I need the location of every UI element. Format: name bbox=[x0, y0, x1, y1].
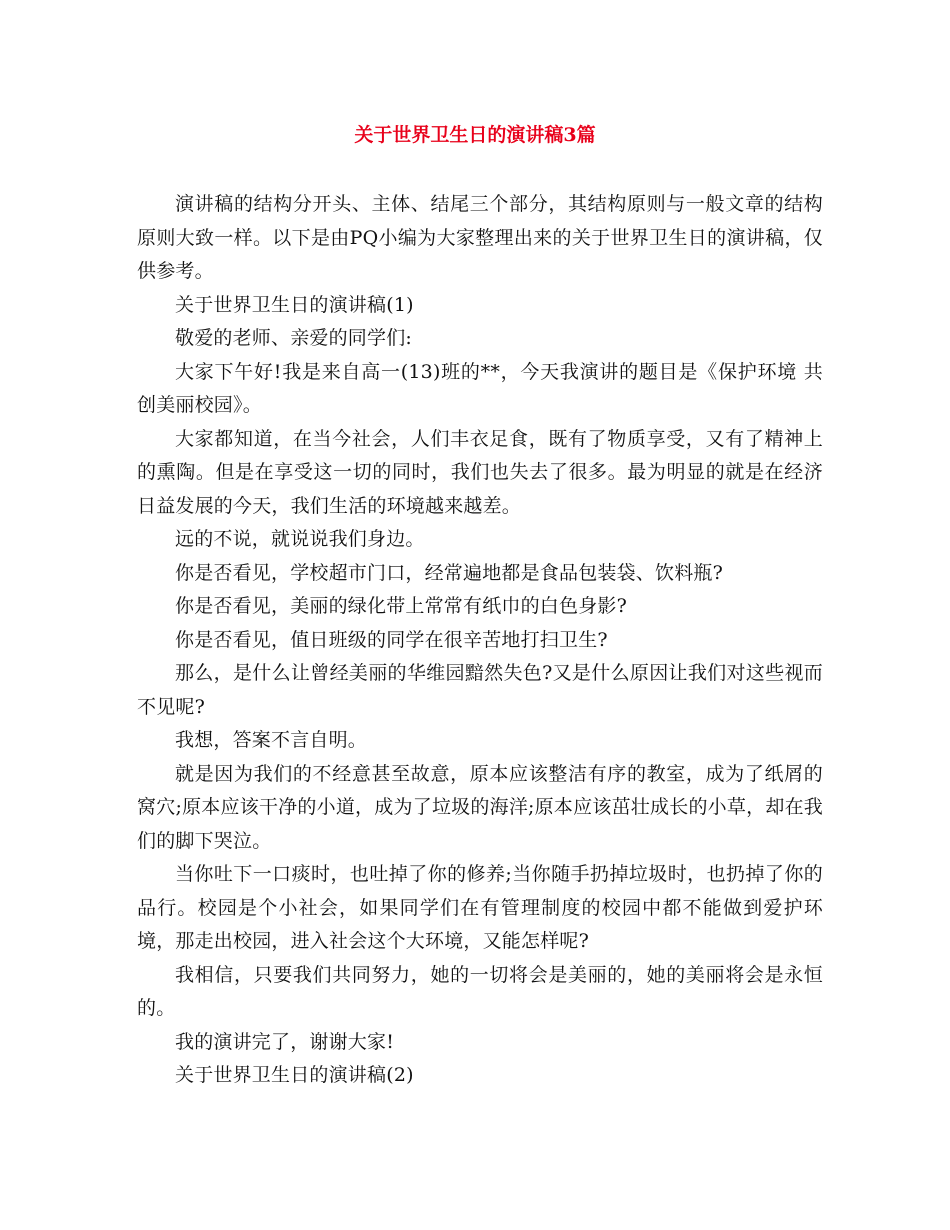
salutation: 敬爱的老师、亲爱的同学们: bbox=[175, 327, 413, 349]
paragraph: 就是因为我们的不经意甚至故意，原本应该整洁有序的教室，成为了纸屑的窝穴;原本应该干净的小道，成为了垃圾的海洋;原本应该茁壮成长的小草，却在我们的脚下哭泣。 bbox=[137, 762, 823, 852]
document-body bbox=[137, 188, 823, 1093]
paragraph: 你是否看见，值日班级的同学在很辛苦地打扫卫生? bbox=[175, 628, 608, 651]
paragraph: 我想，答案不言自明。 bbox=[175, 729, 368, 751]
intro-paragraph: 演讲稿的结构分开头、主体、结尾三个部分，其结构原则与一般文章的结构原则大致一样。以下是由PQ小编为大家整理出来的关于世界卫生日的演讲稿，仅供参考。 bbox=[137, 193, 823, 282]
paragraph: 当你吐下一口痰时，也吐掉了你的修养;当你随手扔掉垃圾时，也扔掉了你的品行。校园是个小社会，如果同学们在有管理制度的校园中都不能做到爱护环境，那走出校园，进入社会这个大环境，又能怎样呢? bbox=[137, 863, 823, 952]
paragraph: 我相信，只要我们共同努力，她的一切将会是美丽的，她的美丽将会是永恒的。 bbox=[137, 963, 823, 1019]
section-heading-1: 关于世界卫生日的演讲稿(1) bbox=[175, 293, 414, 316]
document-title: 关于世界卫生日的演讲稿3篇 bbox=[354, 124, 596, 146]
section-heading-2: 关于世界卫生日的演讲稿(2) bbox=[175, 1064, 414, 1086]
paragraph: 那么，是什么让曾经美丽的华维园黯然失色?又是什么原因让我们对这些视而不见呢? bbox=[137, 662, 823, 718]
paragraph: 你是否看见，美丽的绿化带上常常有纸巾的白色身影? bbox=[175, 595, 627, 617]
paragraph: 你是否看见，学校超市门口，经常遍地都是食品包装袋、饮料瓶? bbox=[175, 561, 723, 584]
paragraph: 大家下午好!我是来自高一(13)班的**，今天我演讲的题目是《保护环境 共创美丽校园》。 bbox=[137, 360, 823, 416]
closing-line: 我的演讲完了，谢谢大家! bbox=[175, 1030, 395, 1053]
paragraph: 远的不说，就说说我们身边。 bbox=[175, 528, 425, 550]
paragraph: 大家都知道，在当今社会，人们丰衣足食，既有了物质享受，又有了精神上的熏陶。但是在享受这一切的同时，我们也失去了很多。最为明显的就是在经济日益发展的今天，我们生活的环境越来越差。 bbox=[137, 427, 823, 517]
